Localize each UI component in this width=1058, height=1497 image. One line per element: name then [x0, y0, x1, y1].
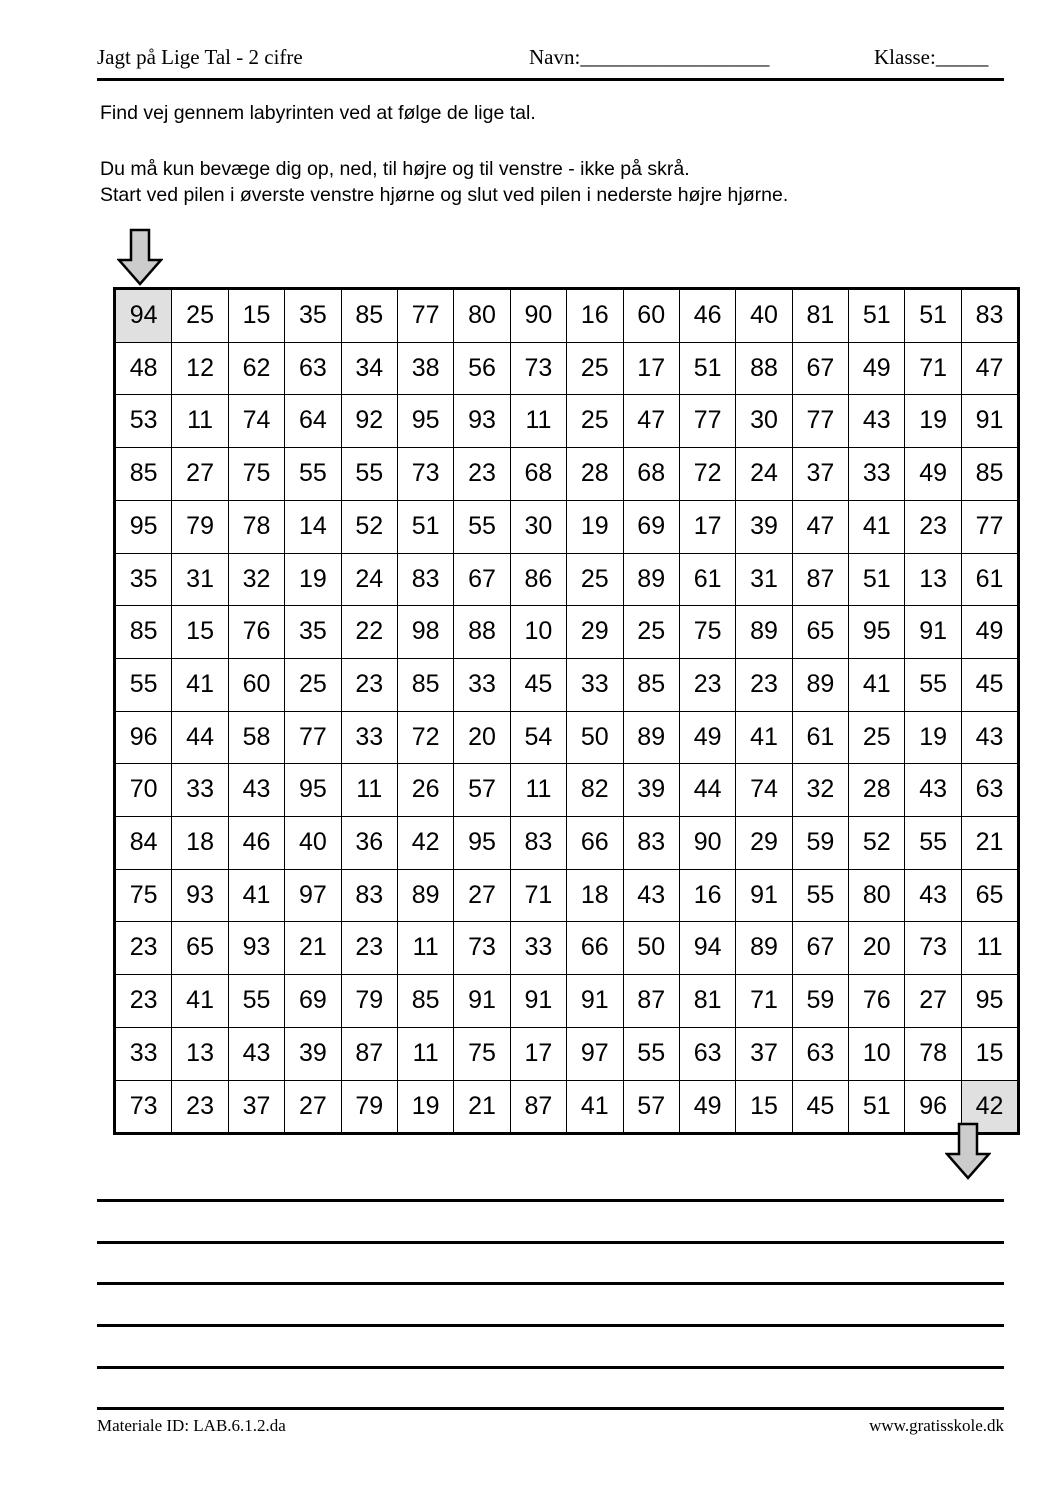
grid-cell[interactable]: 42 [397, 817, 453, 870]
grid-cell[interactable]: 13 [905, 553, 961, 606]
grid-cell[interactable]: 24 [736, 448, 792, 501]
grid-cell[interactable]: 31 [172, 553, 228, 606]
grid-cell[interactable]: 52 [341, 500, 397, 553]
grid-cell[interactable]: 47 [623, 395, 679, 448]
instruction-line-1: Find vej gennem labyrinten ved at følge de lige tal. [100, 102, 536, 124]
grid-cell[interactable]: 27 [285, 1080, 341, 1134]
grid-cell[interactable]: 62 [228, 342, 284, 395]
grid-cell[interactable]: 37 [228, 1080, 284, 1134]
grid-cell[interactable]: 15 [228, 289, 284, 343]
grid-cell[interactable]: 75 [115, 869, 172, 922]
grid-cell[interactable]: 51 [905, 289, 961, 343]
grid-cell[interactable]: 78 [228, 500, 284, 553]
grid-cell[interactable]: 40 [285, 817, 341, 870]
grid-cell[interactable]: 87 [623, 975, 679, 1028]
grid-cell[interactable]: 87 [792, 553, 848, 606]
grid-cell[interactable]: 19 [567, 500, 623, 553]
grid-cell[interactable]: 77 [792, 395, 848, 448]
grid-cell[interactable]: 38 [397, 342, 453, 395]
grid-cell[interactable]: 84 [115, 817, 172, 870]
grid-cell[interactable]: 21 [454, 1080, 510, 1134]
grid-cell[interactable]: 78 [905, 1027, 961, 1080]
grid-cell[interactable]: 49 [679, 1080, 735, 1134]
grid-cell[interactable]: 95 [285, 764, 341, 817]
grid-cell[interactable]: 91 [961, 395, 1018, 448]
grid-cell[interactable]: 61 [679, 553, 735, 606]
grid-cell[interactable]: 89 [623, 553, 679, 606]
grid-cell[interactable]: 19 [285, 553, 341, 606]
grid-cell[interactable]: 28 [849, 764, 905, 817]
grid-cell[interactable]: 55 [792, 869, 848, 922]
grid-row [115, 500, 1019, 553]
grid-cell[interactable]: 64 [285, 395, 341, 448]
grid-cell[interactable]: 23 [115, 922, 172, 975]
header-divider [97, 78, 1004, 81]
grid-cell[interactable]: 15 [961, 1027, 1018, 1080]
grid-row [115, 817, 1019, 870]
grid-cell[interactable]: 72 [679, 448, 735, 501]
grid-cell[interactable]: 86 [510, 553, 566, 606]
grid-cell[interactable]: 11 [397, 922, 453, 975]
grid-cell[interactable]: 29 [567, 606, 623, 659]
grid-cell[interactable]: 98 [397, 606, 453, 659]
grid-cell[interactable]: 21 [961, 817, 1018, 870]
grid-cell[interactable]: 43 [905, 869, 961, 922]
grid-cell[interactable]: 90 [510, 289, 566, 343]
grid-cell[interactable]: 19 [905, 395, 961, 448]
grid-cell[interactable]: 60 [623, 289, 679, 343]
grid-cell[interactable]: 25 [567, 395, 623, 448]
grid-cell[interactable]: 93 [172, 869, 228, 922]
grid-cell[interactable]: 37 [736, 1027, 792, 1080]
grid-cell[interactable]: 32 [228, 553, 284, 606]
grid-cell[interactable]: 26 [397, 764, 453, 817]
grid-cell[interactable]: 43 [905, 764, 961, 817]
grid-cell[interactable]: 39 [285, 1027, 341, 1080]
grid-cell[interactable]: 32 [792, 764, 848, 817]
grid-cell[interactable]: 93 [228, 922, 284, 975]
grid-cell[interactable]: 23 [172, 1080, 228, 1134]
grid-cell[interactable]: 56 [454, 342, 510, 395]
grid-cell[interactable]: 95 [961, 975, 1018, 1028]
grid-cell[interactable]: 41 [567, 1080, 623, 1134]
grid-cell[interactable]: 27 [905, 975, 961, 1028]
grid-row [115, 764, 1019, 817]
answer-line[interactable] [97, 1199, 1004, 1202]
grid-cell[interactable]: 11 [510, 764, 566, 817]
grid-cell[interactable]: 48 [115, 342, 172, 395]
grid-cell[interactable]: 95 [849, 606, 905, 659]
grid-cell[interactable]: 95 [115, 500, 172, 553]
grid-cell[interactable]: 79 [172, 500, 228, 553]
grid-cell[interactable]: 66 [567, 922, 623, 975]
grid-cell[interactable]: 61 [792, 711, 848, 764]
grid-cell[interactable]: 72 [397, 711, 453, 764]
grid-cell[interactable]: 51 [849, 1080, 905, 1134]
grid-cell[interactable]: 41 [736, 711, 792, 764]
grid-cell[interactable]: 65 [961, 869, 1018, 922]
grid-cell[interactable]: 90 [679, 817, 735, 870]
grid-cell[interactable]: 34 [341, 342, 397, 395]
grid-cell[interactable]: 35 [285, 606, 341, 659]
arrow-down-icon-start [117, 228, 163, 286]
grid-cell[interactable]: 85 [115, 448, 172, 501]
instruction-line-2: Du må kun bevæge dig op, ned, til højre og til venstre - ikke på skrå. [100, 158, 690, 180]
grid-cell[interactable]: 23 [341, 658, 397, 711]
grid-cell[interactable]: 23 [736, 658, 792, 711]
grid-cell[interactable]: 43 [849, 395, 905, 448]
grid-cell[interactable]: 89 [397, 869, 453, 922]
grid-cell[interactable]: 17 [510, 1027, 566, 1080]
grid-cell[interactable]: 74 [736, 764, 792, 817]
grid-cell[interactable]: 28 [567, 448, 623, 501]
grid-cell[interactable]: 25 [567, 553, 623, 606]
grid-cell[interactable]: 41 [172, 658, 228, 711]
grid-cell[interactable]: 85 [623, 658, 679, 711]
website-link[interactable]: www.gratisskole.dk [869, 1416, 1004, 1435]
grid-cell[interactable]: 40 [736, 289, 792, 343]
grid-cell[interactable]: 47 [792, 500, 848, 553]
grid-cell[interactable]: 17 [679, 500, 735, 553]
grid-cell[interactable]: 11 [341, 764, 397, 817]
grid-cell[interactable]: 20 [454, 711, 510, 764]
grid-cell[interactable]: 77 [961, 500, 1018, 553]
grid-cell[interactable]: 80 [454, 289, 510, 343]
grid-cell[interactable]: 29 [736, 817, 792, 870]
grid-cell[interactable]: 46 [679, 289, 735, 343]
grid-cell[interactable]: 50 [623, 922, 679, 975]
grid-cell[interactable]: 85 [397, 975, 453, 1028]
grid-cell[interactable]: 49 [849, 342, 905, 395]
grid-cell[interactable]: 58 [228, 711, 284, 764]
grid-cell[interactable]: 25 [172, 289, 228, 343]
grid-cell[interactable]: 51 [679, 342, 735, 395]
grid-cell[interactable]: 67 [454, 553, 510, 606]
grid-cell[interactable]: 39 [623, 764, 679, 817]
grid-row [115, 553, 1019, 606]
grid-cell[interactable]: 67 [792, 342, 848, 395]
grid-cell[interactable]: 76 [849, 975, 905, 1028]
grid-cell[interactable]: 85 [397, 658, 453, 711]
grid-cell[interactable]: 77 [679, 395, 735, 448]
grid-cell[interactable]: 39 [736, 500, 792, 553]
grid-cell[interactable]: 89 [736, 922, 792, 975]
grid-cell[interactable]: 25 [623, 606, 679, 659]
answer-line[interactable] [97, 1324, 1004, 1327]
grid-cell[interactable]: 33 [510, 922, 566, 975]
grid-cell[interactable]: 17 [623, 342, 679, 395]
grid-cell[interactable]: 33 [341, 711, 397, 764]
grid-cell[interactable]: 50 [567, 711, 623, 764]
grid-cell[interactable]: 22 [341, 606, 397, 659]
grid-cell[interactable]: 23 [115, 975, 172, 1028]
class-field-label[interactable]: Klasse:_____ [874, 45, 989, 69]
grid-cell[interactable]: 55 [623, 1027, 679, 1080]
grid-cell[interactable]: 55 [905, 817, 961, 870]
grid-row [115, 289, 1019, 343]
grid-row [115, 922, 1019, 975]
grid-cell[interactable]: 81 [792, 289, 848, 343]
grid-cell[interactable]: 83 [623, 817, 679, 870]
grid-cell[interactable]: 70 [115, 764, 172, 817]
grid-cell[interactable]: 16 [679, 869, 735, 922]
grid-cell[interactable]: 23 [341, 922, 397, 975]
grid-cell[interactable]: 47 [961, 342, 1018, 395]
grid-cell[interactable]: 49 [679, 711, 735, 764]
grid-cell[interactable]: 85 [115, 606, 172, 659]
grid-cell[interactable]: 61 [961, 553, 1018, 606]
grid-cell[interactable]: 83 [510, 817, 566, 870]
grid-cell[interactable]: 37 [792, 448, 848, 501]
grid-body [115, 289, 1019, 1134]
grid-cell[interactable]: 43 [228, 764, 284, 817]
grid-cell[interactable]: 76 [228, 606, 284, 659]
grid-cell[interactable]: 95 [397, 395, 453, 448]
grid-cell[interactable]: 77 [397, 289, 453, 343]
grid-cell[interactable]: 79 [341, 975, 397, 1028]
grid-cell[interactable]: 91 [454, 975, 510, 1028]
grid-cell[interactable]: 24 [341, 553, 397, 606]
grid-cell[interactable]: 45 [510, 658, 566, 711]
grid-cell[interactable]: 85 [341, 289, 397, 343]
grid-cell[interactable]: 83 [341, 869, 397, 922]
grid-cell[interactable]: 69 [623, 500, 679, 553]
grid-cell[interactable]: 41 [849, 500, 905, 553]
grid-cell[interactable]: 77 [285, 711, 341, 764]
grid-cell[interactable]: 27 [172, 448, 228, 501]
grid-cell[interactable]: 49 [905, 448, 961, 501]
grid-cell[interactable]: 23 [679, 658, 735, 711]
material-id: Materiale ID: LAB.6.1.2.da [97, 1416, 286, 1435]
grid-cell[interactable]: 55 [905, 658, 961, 711]
grid-cell[interactable]: 92 [341, 395, 397, 448]
grid-cell[interactable]: 74 [228, 395, 284, 448]
grid-cell[interactable]: 41 [172, 975, 228, 1028]
number-maze-grid [113, 287, 1020, 1135]
grid-cell[interactable]: 93 [454, 395, 510, 448]
instruction-line-3: Start ved pilen i øverste venstre hjørne og slut ved pilen i nederste højre hjørne. [100, 184, 789, 206]
footer-divider [97, 1407, 1004, 1410]
grid-cell[interactable]: 68 [510, 448, 566, 501]
grid-cell[interactable]: 71 [510, 869, 566, 922]
grid-cell[interactable]: 51 [849, 289, 905, 343]
grid-cell[interactable]: 81 [679, 975, 735, 1028]
grid-cell[interactable]: 11 [397, 1027, 453, 1080]
grid-cell[interactable]: 57 [623, 1080, 679, 1134]
grid-cell[interactable]: 43 [961, 711, 1018, 764]
grid-cell[interactable]: 14 [285, 500, 341, 553]
grid-cell[interactable]: 55 [228, 975, 284, 1028]
grid-cell[interactable]: 97 [567, 1027, 623, 1080]
arrow-down-icon-end [945, 1122, 991, 1180]
grid-cell[interactable]: 73 [115, 1080, 172, 1134]
grid-cell[interactable]: 63 [961, 764, 1018, 817]
grid-cell[interactable]: 89 [736, 606, 792, 659]
grid-row [115, 395, 1019, 448]
grid-cell[interactable]: 66 [567, 817, 623, 870]
grid-cell[interactable]: 73 [397, 448, 453, 501]
grid-cell[interactable]: 96 [905, 1080, 961, 1134]
grid-cell[interactable]: 15 [172, 606, 228, 659]
grid-row [115, 711, 1019, 764]
grid-cell[interactable]: 16 [567, 289, 623, 343]
grid-cell[interactable]: 82 [567, 764, 623, 817]
page-title: Jagt på Lige Tal - 2 cifre [97, 45, 303, 69]
grid-cell[interactable]: 43 [228, 1027, 284, 1080]
grid-cell[interactable]: 23 [454, 448, 510, 501]
grid-row [115, 975, 1019, 1028]
grid-cell[interactable]: 95 [454, 817, 510, 870]
grid-cell[interactable]: 51 [849, 553, 905, 606]
grid-cell[interactable]: 25 [567, 342, 623, 395]
grid-cell[interactable]: 65 [172, 922, 228, 975]
grid-cell[interactable]: 68 [623, 448, 679, 501]
grid-cell[interactable]: 10 [849, 1027, 905, 1080]
grid-cell[interactable]: 33 [454, 658, 510, 711]
grid-cell[interactable]: 44 [679, 764, 735, 817]
grid-cell[interactable]: 59 [792, 817, 848, 870]
grid-cell[interactable]: 91 [736, 869, 792, 922]
grid-cell[interactable]: 89 [623, 711, 679, 764]
grid-cell[interactable]: 96 [115, 711, 172, 764]
grid-cell[interactable]: 88 [736, 342, 792, 395]
grid-row [115, 1080, 1019, 1134]
answer-line[interactable] [97, 1282, 1004, 1285]
grid-cell[interactable]: 21 [285, 922, 341, 975]
grid-cell[interactable]: 73 [510, 342, 566, 395]
grid-cell[interactable]: 18 [172, 817, 228, 870]
grid-cell[interactable]: 63 [792, 1027, 848, 1080]
grid-cell[interactable]: 13 [172, 1027, 228, 1080]
grid-cell[interactable]: 85 [961, 448, 1018, 501]
grid-cell[interactable]: 55 [115, 658, 172, 711]
grid-cell[interactable]: 87 [510, 1080, 566, 1134]
grid-cell[interactable]: 88 [454, 606, 510, 659]
grid-cell[interactable]: 11 [510, 395, 566, 448]
grid-cell[interactable]: 80 [849, 869, 905, 922]
grid-cell[interactable]: 71 [905, 342, 961, 395]
grid-row [115, 869, 1019, 922]
grid-row [115, 448, 1019, 501]
grid-cell[interactable]: 44 [172, 711, 228, 764]
grid-cell[interactable]: 75 [679, 606, 735, 659]
grid-cell[interactable]: 54 [510, 711, 566, 764]
grid-cell[interactable]: 53 [115, 395, 172, 448]
grid-cell[interactable]: 69 [285, 975, 341, 1028]
grid-cell[interactable]: 41 [849, 658, 905, 711]
grid-cell[interactable]: 91 [567, 975, 623, 1028]
grid-cell[interactable]: 51 [397, 500, 453, 553]
grid-cell[interactable]: 75 [454, 1027, 510, 1080]
grid-cell[interactable]: 31 [736, 553, 792, 606]
grid-cell[interactable]: 49 [961, 606, 1018, 659]
grid-cell[interactable]: 19 [397, 1080, 453, 1134]
grid-cell[interactable]: 87 [341, 1027, 397, 1080]
answer-line[interactable] [97, 1366, 1004, 1369]
grid-cell[interactable]: 73 [905, 922, 961, 975]
grid-cell[interactable]: 79 [341, 1080, 397, 1134]
grid-row [115, 342, 1019, 395]
grid-cell[interactable]: 41 [228, 869, 284, 922]
grid-cell[interactable]: 45 [792, 1080, 848, 1134]
grid-cell[interactable]: 55 [341, 448, 397, 501]
grid-cell[interactable]: 33 [115, 1027, 172, 1080]
grid-cell[interactable]: 94 [679, 922, 735, 975]
grid-cell[interactable]: 91 [510, 975, 566, 1028]
grid-row [115, 1027, 1019, 1080]
grid-cell[interactable]: 83 [397, 553, 453, 606]
name-field-label[interactable]: Navn:__________________ [529, 45, 770, 69]
grid-cell[interactable]: 52 [849, 817, 905, 870]
grid-cell[interactable]: 43 [623, 869, 679, 922]
grid-cell[interactable]: 67 [792, 922, 848, 975]
grid-cell[interactable]: 20 [849, 922, 905, 975]
grid-cell[interactable]: 91 [905, 606, 961, 659]
grid-cell[interactable]: 33 [567, 658, 623, 711]
grid-cell[interactable]: 12 [172, 342, 228, 395]
grid-cell[interactable]: 35 [115, 553, 172, 606]
grid-cell[interactable]: 42 [961, 1080, 1018, 1134]
grid-cell[interactable]: 55 [454, 500, 510, 553]
answer-line[interactable] [97, 1241, 1004, 1244]
grid-cell[interactable]: 63 [679, 1027, 735, 1080]
grid-cell[interactable]: 65 [792, 606, 848, 659]
grid-cell[interactable]: 94 [115, 289, 172, 343]
grid-cell[interactable]: 25 [285, 658, 341, 711]
grid-cell[interactable]: 15 [736, 1080, 792, 1134]
grid-cell[interactable]: 18 [567, 869, 623, 922]
grid-cell[interactable]: 71 [736, 975, 792, 1028]
grid-cell[interactable]: 59 [792, 975, 848, 1028]
grid-cell[interactable]: 75 [228, 448, 284, 501]
grid-cell[interactable]: 19 [905, 711, 961, 764]
grid-cell[interactable]: 33 [849, 448, 905, 501]
grid-cell[interactable]: 45 [961, 658, 1018, 711]
grid-cell[interactable]: 30 [736, 395, 792, 448]
grid-cell[interactable]: 10 [510, 606, 566, 659]
grid-row [115, 658, 1019, 711]
worksheet-header [97, 44, 1004, 78]
grid-cell[interactable]: 11 [172, 395, 228, 448]
grid-cell[interactable]: 27 [454, 869, 510, 922]
grid-cell[interactable]: 35 [285, 289, 341, 343]
grid-cell[interactable]: 73 [454, 922, 510, 975]
grid-cell[interactable]: 33 [172, 764, 228, 817]
grid-cell[interactable]: 46 [228, 817, 284, 870]
grid-cell[interactable]: 89 [792, 658, 848, 711]
grid-cell[interactable]: 60 [228, 658, 284, 711]
grid-cell[interactable]: 30 [510, 500, 566, 553]
grid-row [115, 606, 1019, 659]
grid-cell[interactable]: 25 [849, 711, 905, 764]
grid-cell[interactable]: 83 [961, 289, 1018, 343]
grid-cell[interactable]: 23 [905, 500, 961, 553]
grid-cell[interactable]: 63 [285, 342, 341, 395]
grid-cell[interactable]: 36 [341, 817, 397, 870]
grid-cell[interactable]: 11 [961, 922, 1018, 975]
grid-cell[interactable]: 55 [285, 448, 341, 501]
grid-cell[interactable]: 97 [285, 869, 341, 922]
grid-cell[interactable]: 57 [454, 764, 510, 817]
